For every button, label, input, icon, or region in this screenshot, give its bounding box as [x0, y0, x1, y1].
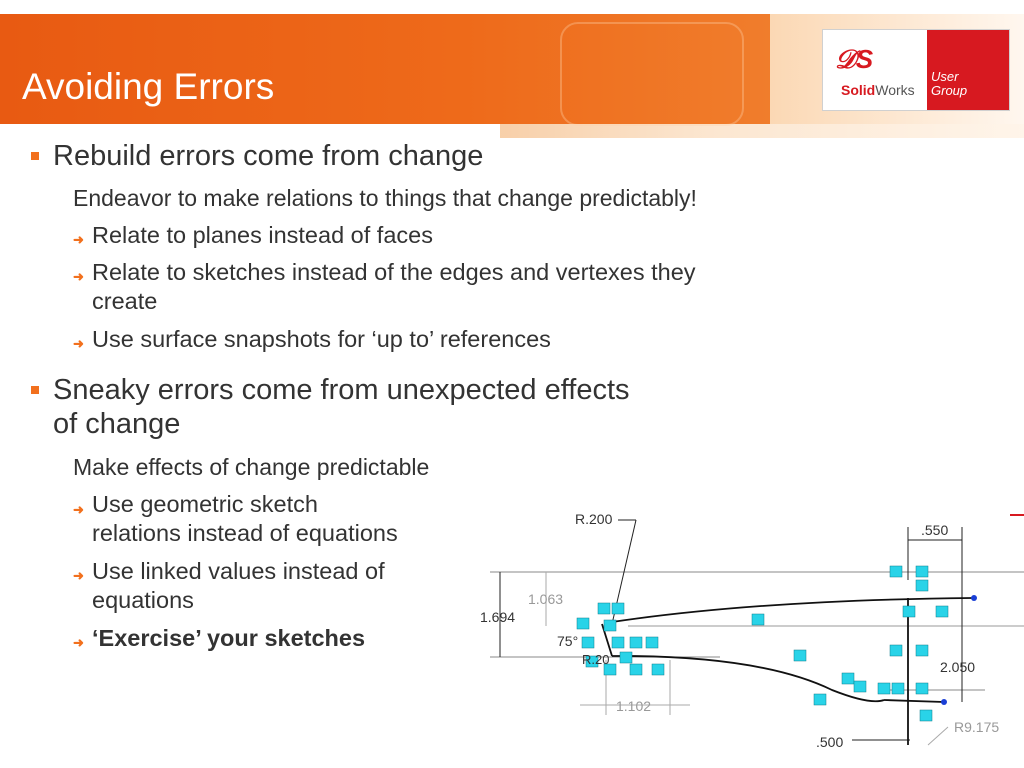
relation-icon — [903, 606, 915, 617]
point-marker — [941, 699, 947, 705]
point-marker — [971, 595, 977, 601]
relation-icon — [854, 681, 866, 692]
top-curve — [612, 598, 972, 622]
list-item: Relate to sketches instead of the edges and vertexes they — [92, 259, 696, 285]
dim-label: R9.175 — [954, 719, 1000, 735]
list-item-continuation: equations — [92, 587, 194, 613]
slide-title: Avoiding Errors — [22, 66, 275, 107]
relation-icon — [612, 603, 624, 614]
bottom-edge — [884, 700, 944, 702]
relation-icon — [598, 603, 610, 614]
list-item: Relate to planes instead of faces — [92, 222, 433, 248]
dim-label: 1.063 — [528, 591, 564, 607]
list-item-continuation: relations instead of equations — [92, 520, 398, 546]
relation-icon — [577, 618, 589, 629]
relation-icon — [920, 710, 932, 721]
relation-icon — [630, 637, 642, 648]
dim-label: 75° — [557, 633, 579, 649]
arrow-bullet-icon: ➜ — [73, 502, 84, 517]
logo-user-text: User Group — [931, 69, 968, 98]
relation-icon — [646, 637, 658, 648]
arrow-bullet-icon: ➜ — [73, 269, 84, 284]
relation-icon — [916, 566, 928, 577]
dim-label: .500 — [816, 734, 844, 750]
relation-icon — [652, 664, 664, 675]
relation-icon — [582, 637, 594, 648]
relation-icon — [612, 637, 624, 648]
relation-icon — [604, 620, 616, 631]
relation-icon — [892, 683, 904, 694]
list-item: Use surface snapshots for ‘up to’ references — [92, 326, 551, 352]
relation-icon — [878, 683, 890, 694]
dim-label: 1.102 — [616, 698, 652, 714]
relation-icon — [794, 650, 806, 661]
arrow-bullet-icon: ➜ — [73, 635, 84, 650]
bullet-heading: Rebuild errors come from change — [53, 140, 484, 172]
ds-logo-icon: 𝒟S — [835, 44, 874, 74]
relation-icon — [916, 580, 928, 591]
arrow-bullet-icon: ➜ — [73, 336, 84, 351]
leader-r9175 — [928, 727, 948, 745]
list-item: Use linked values instead of — [92, 558, 385, 584]
list-item: ‘Exercise’ your sketches — [92, 625, 366, 651]
relation-icon — [620, 652, 632, 663]
relation-icon — [916, 683, 928, 694]
dim-label: .550 — [921, 522, 949, 538]
relation-icon — [842, 673, 854, 684]
relation-icon — [752, 614, 764, 625]
relation-icon — [630, 664, 642, 675]
arrow-bullet-icon: ➜ — [73, 232, 84, 247]
list-item-continuation: create — [92, 288, 158, 314]
bullet-subtext: Make effects of change predictable — [73, 454, 430, 480]
dim-label: 1.694 — [480, 609, 516, 625]
logo-brand: SolidWorks — [841, 82, 915, 98]
relation-icon — [916, 645, 928, 656]
dim-label: R.20 — [582, 652, 610, 667]
arrow-bullet-icon: ➜ — [73, 568, 84, 583]
relation-icon — [890, 566, 902, 577]
bullet-heading: Sneaky errors come from unexpected effects — [53, 374, 630, 406]
relation-icon — [814, 694, 826, 705]
dim-label: R.200 — [575, 511, 613, 527]
bullet-subtext: Endeavor to make relations to things that change predictably! — [73, 185, 697, 211]
list-item: Use geometric sketch — [92, 491, 318, 517]
relation-icon — [890, 645, 902, 656]
bullet-heading-continuation: of change — [53, 408, 181, 440]
relation-icon — [936, 606, 948, 617]
dim-label: 2.050 — [940, 659, 976, 675]
